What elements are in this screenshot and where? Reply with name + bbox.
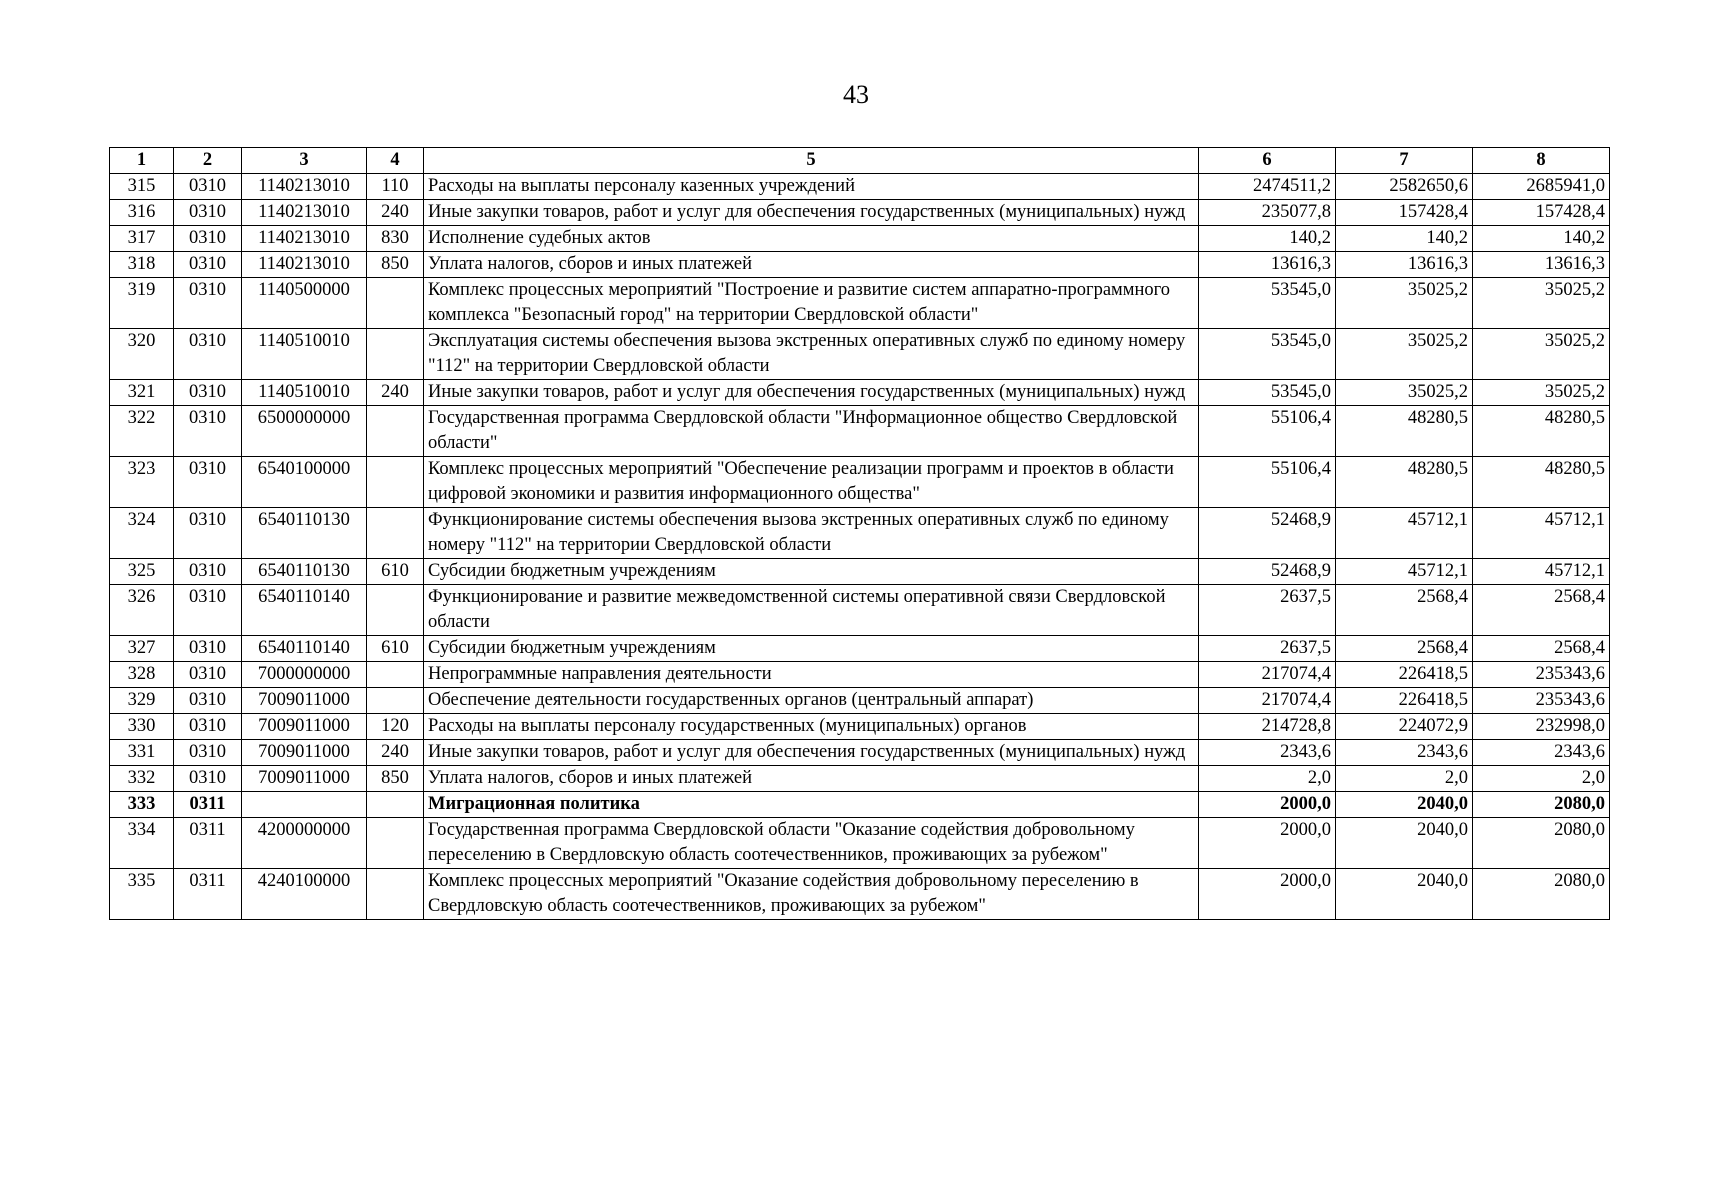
amount-year-3-cell: 232998,0 (1473, 714, 1610, 740)
description-cell: Уплата налогов, сборов и иных платежей (424, 766, 1199, 792)
section-code-cell: 0310 (174, 252, 242, 278)
description-cell: Непрограммные направления деятельности (424, 662, 1199, 688)
amount-year-1-cell: 235077,8 (1199, 200, 1336, 226)
budget-table (109, 147, 1610, 920)
section-code-cell: 0310 (174, 688, 242, 714)
table-row (110, 226, 1610, 252)
row-number-cell: 332 (110, 766, 174, 792)
column-header-target-article: 3 (242, 148, 367, 174)
amount-year-2-cell: 2343,6 (1336, 740, 1473, 766)
amount-year-3-cell: 35025,2 (1473, 380, 1610, 406)
amount-year-3-cell: 235343,6 (1473, 662, 1610, 688)
description-cell: Расходы на выплаты персоналу казенных учреждений (424, 174, 1199, 200)
expense-kind-cell (367, 792, 424, 818)
expense-kind-cell: 610 (367, 636, 424, 662)
section-code-cell: 0310 (174, 278, 242, 329)
amount-year-2-cell: 2568,4 (1336, 585, 1473, 636)
expense-kind-cell (367, 688, 424, 714)
amount-year-1-cell: 53545,0 (1199, 278, 1336, 329)
target-article-cell: 7000000000 (242, 662, 367, 688)
amount-year-1-cell: 2000,0 (1199, 869, 1336, 920)
section-code-cell: 0310 (174, 662, 242, 688)
description-cell: Миграционная политика (424, 792, 1199, 818)
amount-year-3-cell: 2080,0 (1473, 818, 1610, 869)
column-header-description: 5 (424, 148, 1199, 174)
section-code-cell: 0310 (174, 636, 242, 662)
header-row (110, 148, 1610, 174)
table-row (110, 818, 1610, 869)
table-row (110, 380, 1610, 406)
row-number-cell: 325 (110, 559, 174, 585)
amount-year-2-cell: 2582650,6 (1336, 174, 1473, 200)
row-number-cell: 326 (110, 585, 174, 636)
target-article-cell: 4200000000 (242, 818, 367, 869)
table-row (110, 688, 1610, 714)
table-row (110, 636, 1610, 662)
section-code-cell: 0310 (174, 174, 242, 200)
table-body (110, 174, 1610, 920)
expense-kind-cell: 240 (367, 380, 424, 406)
amount-year-3-cell: 48280,5 (1473, 457, 1610, 508)
section-code-cell: 0310 (174, 226, 242, 252)
amount-year-2-cell: 2040,0 (1336, 792, 1473, 818)
section-code-cell: 0311 (174, 818, 242, 869)
expense-kind-cell: 830 (367, 226, 424, 252)
target-article-cell: 6500000000 (242, 406, 367, 457)
row-number-cell: 320 (110, 329, 174, 380)
target-article-cell: 1140213010 (242, 174, 367, 200)
table-row (110, 792, 1610, 818)
section-code-cell: 0311 (174, 792, 242, 818)
description-cell: Государственная программа Свердловской области "Информационное общество Свердловской области" (424, 406, 1199, 457)
target-article-cell: 1140500000 (242, 278, 367, 329)
section-code-cell: 0310 (174, 766, 242, 792)
amount-year-2-cell: 45712,1 (1336, 508, 1473, 559)
target-article-cell: 1140213010 (242, 200, 367, 226)
amount-year-3-cell: 48280,5 (1473, 406, 1610, 457)
table-row (110, 766, 1610, 792)
expense-kind-cell: 850 (367, 252, 424, 278)
amount-year-1-cell: 217074,4 (1199, 688, 1336, 714)
amount-year-2-cell: 48280,5 (1336, 406, 1473, 457)
amount-year-2-cell: 45712,1 (1336, 559, 1473, 585)
target-article-cell: 4240100000 (242, 869, 367, 920)
amount-year-1-cell: 55106,4 (1199, 406, 1336, 457)
expense-kind-cell: 110 (367, 174, 424, 200)
target-article-cell: 7009011000 (242, 740, 367, 766)
expense-kind-cell (367, 508, 424, 559)
column-header-amount-year-3: 8 (1473, 148, 1610, 174)
amount-year-2-cell: 13616,3 (1336, 252, 1473, 278)
amount-year-3-cell: 235343,6 (1473, 688, 1610, 714)
row-number-cell: 333 (110, 792, 174, 818)
expense-kind-cell (367, 818, 424, 869)
target-article-cell (242, 792, 367, 818)
amount-year-2-cell: 157428,4 (1336, 200, 1473, 226)
amount-year-3-cell: 2343,6 (1473, 740, 1610, 766)
expense-kind-cell (367, 457, 424, 508)
description-cell: Обеспечение деятельности государственных органов (центральный аппарат) (424, 688, 1199, 714)
row-number-cell: 318 (110, 252, 174, 278)
amount-year-2-cell: 226418,5 (1336, 662, 1473, 688)
amount-year-1-cell: 140,2 (1199, 226, 1336, 252)
amount-year-2-cell: 2040,0 (1336, 818, 1473, 869)
expense-kind-cell (367, 869, 424, 920)
description-cell: Комплекс процессных мероприятий "Оказание содействия добровольному переселению в Свердловскую область соотечественников, проживающих за рубежом" (424, 869, 1199, 920)
section-code-cell: 0310 (174, 406, 242, 457)
amount-year-3-cell: 2568,4 (1473, 636, 1610, 662)
row-number-cell: 319 (110, 278, 174, 329)
target-article-cell: 6540110140 (242, 636, 367, 662)
description-cell: Функционирование системы обеспечения вызова экстренных оперативных служб по единому номеру "112" на территории Свердловской области (424, 508, 1199, 559)
section-code-cell: 0310 (174, 714, 242, 740)
amount-year-1-cell: 13616,3 (1199, 252, 1336, 278)
table-row (110, 559, 1610, 585)
description-cell: Функционирование и развитие межведомственной системы оперативной связи Свердловской области (424, 585, 1199, 636)
row-number-cell: 316 (110, 200, 174, 226)
table-row (110, 869, 1610, 920)
amount-year-1-cell: 214728,8 (1199, 714, 1336, 740)
column-header-row-number: 1 (110, 148, 174, 174)
table-row (110, 457, 1610, 508)
description-cell: Иные закупки товаров, работ и услуг для обеспечения государственных (муниципальных) нужд (424, 380, 1199, 406)
amount-year-2-cell: 224072,9 (1336, 714, 1473, 740)
amount-year-3-cell: 35025,2 (1473, 329, 1610, 380)
amount-year-3-cell: 45712,1 (1473, 508, 1610, 559)
description-cell: Иные закупки товаров, работ и услуг для обеспечения государственных (муниципальных) нужд (424, 200, 1199, 226)
amount-year-3-cell: 2080,0 (1473, 792, 1610, 818)
column-header-section: 2 (174, 148, 242, 174)
expense-kind-cell: 240 (367, 740, 424, 766)
amount-year-3-cell: 157428,4 (1473, 200, 1610, 226)
target-article-cell: 6540110140 (242, 585, 367, 636)
amount-year-3-cell: 140,2 (1473, 226, 1610, 252)
target-article-cell: 7009011000 (242, 714, 367, 740)
amount-year-1-cell: 2000,0 (1199, 792, 1336, 818)
table-row (110, 740, 1610, 766)
row-number-cell: 324 (110, 508, 174, 559)
target-article-cell: 1140510010 (242, 329, 367, 380)
table-row (110, 278, 1610, 329)
section-code-cell: 0310 (174, 740, 242, 766)
amount-year-1-cell: 2,0 (1199, 766, 1336, 792)
section-code-cell: 0310 (174, 585, 242, 636)
target-article-cell: 6540110130 (242, 508, 367, 559)
amount-year-1-cell: 52468,9 (1199, 559, 1336, 585)
amount-year-1-cell: 2637,5 (1199, 585, 1336, 636)
expense-kind-cell: 240 (367, 200, 424, 226)
row-number-cell: 327 (110, 636, 174, 662)
amount-year-1-cell: 2474511,2 (1199, 174, 1336, 200)
amount-year-3-cell: 2685941,0 (1473, 174, 1610, 200)
row-number-cell: 334 (110, 818, 174, 869)
section-code-cell: 0310 (174, 508, 242, 559)
table-row (110, 406, 1610, 457)
expense-kind-cell (367, 278, 424, 329)
amount-year-3-cell: 2,0 (1473, 766, 1610, 792)
amount-year-1-cell: 55106,4 (1199, 457, 1336, 508)
description-cell: Иные закупки товаров, работ и услуг для обеспечения государственных (муниципальных) нужд (424, 740, 1199, 766)
row-number-cell: 331 (110, 740, 174, 766)
table-row (110, 508, 1610, 559)
section-code-cell: 0310 (174, 559, 242, 585)
amount-year-3-cell: 45712,1 (1473, 559, 1610, 585)
row-number-cell: 329 (110, 688, 174, 714)
description-cell: Расходы на выплаты персоналу государственных (муниципальных) органов (424, 714, 1199, 740)
row-number-cell: 322 (110, 406, 174, 457)
section-code-cell: 0310 (174, 380, 242, 406)
amount-year-3-cell: 13616,3 (1473, 252, 1610, 278)
row-number-cell: 317 (110, 226, 174, 252)
column-header-amount-year-1: 6 (1199, 148, 1336, 174)
amount-year-1-cell: 2343,6 (1199, 740, 1336, 766)
expense-kind-cell: 850 (367, 766, 424, 792)
amount-year-3-cell: 2568,4 (1473, 585, 1610, 636)
table-row (110, 174, 1610, 200)
column-header-expense-kind: 4 (367, 148, 424, 174)
amount-year-2-cell: 35025,2 (1336, 329, 1473, 380)
row-number-cell: 323 (110, 457, 174, 508)
target-article-cell: 6540110130 (242, 559, 367, 585)
amount-year-2-cell: 226418,5 (1336, 688, 1473, 714)
target-article-cell: 1140213010 (242, 252, 367, 278)
description-cell: Эксплуатация системы обеспечения вызова экстренных оперативных служб по единому номеру "112" на территории Свердловской области (424, 329, 1199, 380)
section-code-cell: 0311 (174, 869, 242, 920)
section-code-cell: 0310 (174, 457, 242, 508)
table-row (110, 200, 1610, 226)
description-cell: Комплекс процессных мероприятий "Обеспечение реализации программ и проектов в области цифровой экономики и развития информационного общества" (424, 457, 1199, 508)
amount-year-3-cell: 35025,2 (1473, 278, 1610, 329)
amount-year-2-cell: 140,2 (1336, 226, 1473, 252)
row-number-cell: 335 (110, 869, 174, 920)
amount-year-1-cell: 53545,0 (1199, 329, 1336, 380)
expense-kind-cell (367, 406, 424, 457)
expense-kind-cell: 610 (367, 559, 424, 585)
expense-kind-cell: 120 (367, 714, 424, 740)
table-row (110, 252, 1610, 278)
row-number-cell: 328 (110, 662, 174, 688)
amount-year-1-cell: 217074,4 (1199, 662, 1336, 688)
amount-year-3-cell: 2080,0 (1473, 869, 1610, 920)
description-cell: Исполнение судебных актов (424, 226, 1199, 252)
amount-year-1-cell: 52468,9 (1199, 508, 1336, 559)
column-header-amount-year-2: 7 (1336, 148, 1473, 174)
table-row (110, 585, 1610, 636)
expense-kind-cell (367, 585, 424, 636)
amount-year-1-cell: 53545,0 (1199, 380, 1336, 406)
amount-year-2-cell: 2,0 (1336, 766, 1473, 792)
expense-kind-cell (367, 662, 424, 688)
amount-year-2-cell: 48280,5 (1336, 457, 1473, 508)
expense-kind-cell (367, 329, 424, 380)
target-article-cell: 1140213010 (242, 226, 367, 252)
amount-year-1-cell: 2000,0 (1199, 818, 1336, 869)
description-cell: Государственная программа Свердловской области "Оказание содействия добровольному переселению в Свердловскую область соотечественников, проживающих за рубежом" (424, 818, 1199, 869)
table-row (110, 714, 1610, 740)
section-code-cell: 0310 (174, 200, 242, 226)
amount-year-1-cell: 2637,5 (1199, 636, 1336, 662)
section-code-cell: 0310 (174, 329, 242, 380)
amount-year-2-cell: 2568,4 (1336, 636, 1473, 662)
page-number: 43 (843, 80, 869, 109)
target-article-cell: 7009011000 (242, 688, 367, 714)
description-cell: Комплекс процессных мероприятий "Построение и развитие систем аппаратно-программного комплекса "Безопасный город" на территории Свердловской области" (424, 278, 1199, 329)
row-number-cell: 321 (110, 380, 174, 406)
target-article-cell: 6540100000 (242, 457, 367, 508)
description-cell: Субсидии бюджетным учреждениям (424, 559, 1199, 585)
amount-year-2-cell: 2040,0 (1336, 869, 1473, 920)
table-row (110, 662, 1610, 688)
row-number-cell: 330 (110, 714, 174, 740)
description-cell: Субсидии бюджетным учреждениям (424, 636, 1199, 662)
row-number-cell: 315 (110, 174, 174, 200)
target-article-cell: 7009011000 (242, 766, 367, 792)
description-cell: Уплата налогов, сборов и иных платежей (424, 252, 1199, 278)
target-article-cell: 1140510010 (242, 380, 367, 406)
amount-year-2-cell: 35025,2 (1336, 380, 1473, 406)
table-row (110, 329, 1610, 380)
amount-year-2-cell: 35025,2 (1336, 278, 1473, 329)
